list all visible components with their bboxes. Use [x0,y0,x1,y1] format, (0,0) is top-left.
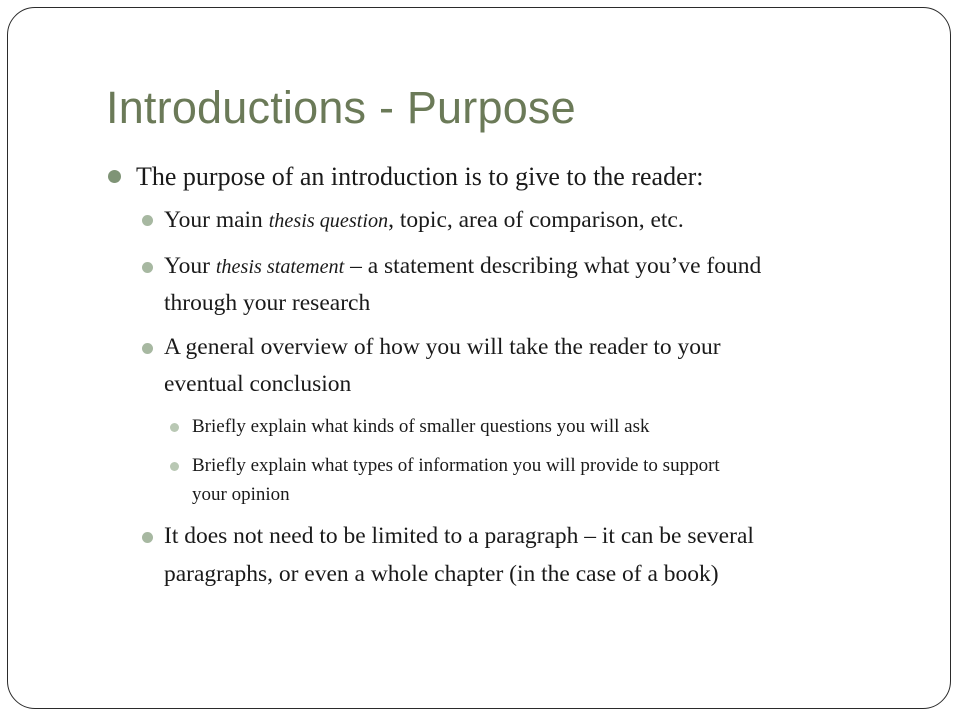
bullet-item-overview: A general overview of how you will take the reader to your [164,334,721,360]
slide-title: Introductions - Purpose [106,82,576,133]
bullet-level2-icon [142,343,153,354]
bullet-item-purpose: The purpose of an introduction is to give to the reader: [136,162,704,191]
bullet-item-types-information: Briefly explain what types of information you will provide to support [192,455,720,476]
text-segment: , topic, area of comparison, etc. [388,207,684,233]
bullet-level1-icon [108,170,121,183]
bullet-item-thesis-question [164,207,684,234]
emphasis-thesis-statement: thesis statement [215,256,345,278]
bullet-item-overview-cont: eventual conclusion [164,371,352,397]
bullet-level2-icon [142,215,153,226]
bullet-item-length: It does not need to be limited to a paragraph – it can be several [164,523,754,549]
bullet-item-thesis-statement [164,253,761,280]
text-segment: Your main [164,207,269,233]
bullet-level3-icon [170,462,179,471]
bullet-item-length-cont: paragraphs, or even a whole chapter (in the case of a book) [164,561,719,587]
text-segment: – a statement describing what you’ve found [344,253,762,279]
text-segment: Your [164,253,216,279]
bullet-item-smaller-questions: Briefly explain what kinds of smaller questions you will ask [192,416,650,437]
bullet-level2-icon [142,532,153,543]
bullet-item-types-information-cont: your opinion [192,484,290,505]
bullet-item-thesis-statement-cont: through your research [164,290,371,316]
emphasis-thesis-question: thesis question [268,210,389,232]
bullet-level3-icon [170,423,179,432]
bullet-level2-icon [142,262,153,273]
